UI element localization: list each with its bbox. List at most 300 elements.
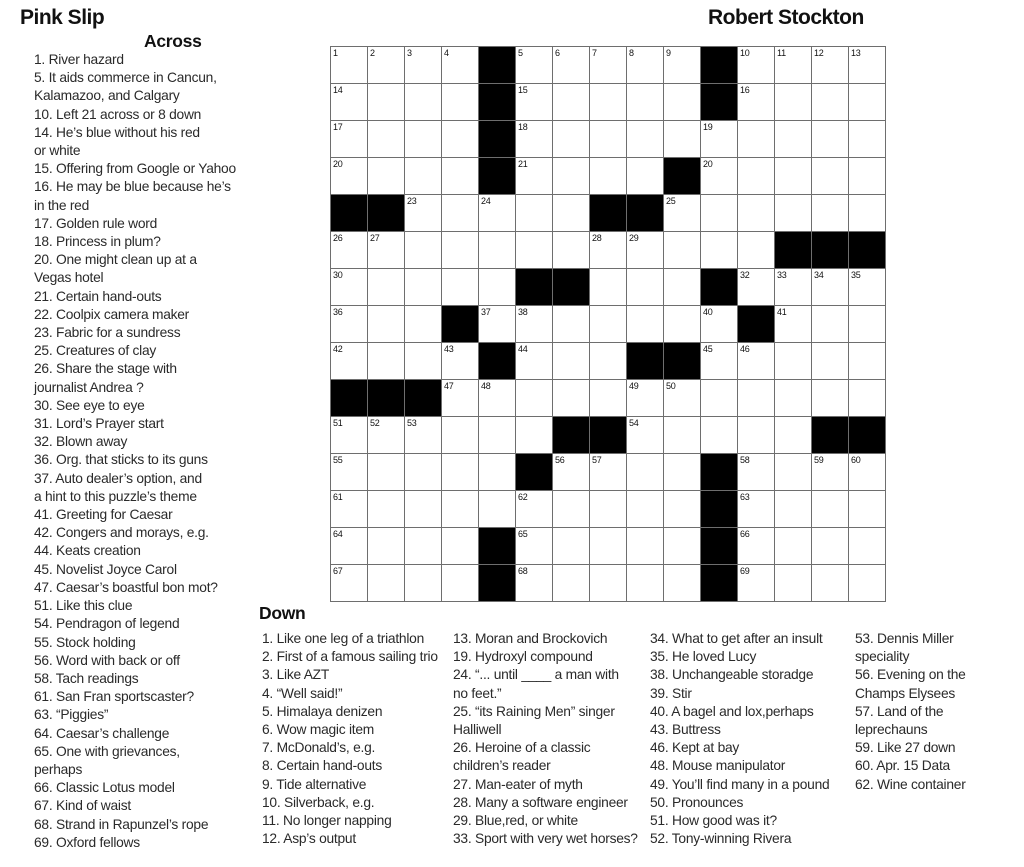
cell-number: 65	[518, 529, 528, 539]
grid-cell[interactable]	[590, 380, 626, 416]
cell-number: 7	[592, 48, 597, 58]
grid-cell[interactable]	[590, 343, 626, 379]
grid-cell[interactable]	[701, 306, 737, 342]
grid-cell[interactable]	[775, 47, 811, 83]
grid-cell[interactable]	[405, 306, 441, 342]
across-clue-line: 16. He may be blue because he’s	[34, 179, 231, 195]
grid-cell[interactable]	[405, 454, 441, 490]
puzzle-title: Pink Slip	[20, 6, 105, 29]
grid-cell[interactable]	[442, 195, 478, 231]
across-clue-line: 66. Classic Lotus model	[34, 780, 175, 796]
down-clue-line: 60. Apr. 15 Data	[855, 758, 950, 774]
across-clue-line: 65. One with grievances,	[34, 743, 180, 759]
grid-cell[interactable]	[405, 565, 441, 601]
grid-cell[interactable]	[775, 121, 811, 157]
grid-cell[interactable]	[738, 417, 774, 453]
down-clue-line: 28. Many a software engineer	[453, 794, 628, 810]
grid-cell[interactable]	[516, 195, 552, 231]
grid-cell[interactable]	[331, 491, 367, 527]
cell-number: 52	[370, 418, 380, 428]
grid-cell[interactable]	[405, 491, 441, 527]
grid-cell[interactable]	[627, 232, 663, 268]
cell-number: 61	[333, 492, 343, 502]
grid-cell[interactable]	[664, 417, 700, 453]
grid-cell[interactable]	[664, 121, 700, 157]
grid-cell[interactable]	[701, 380, 737, 416]
grid-cell[interactable]	[812, 121, 848, 157]
grid-cell[interactable]	[849, 528, 885, 564]
black-square	[701, 47, 737, 83]
black-square	[590, 195, 626, 231]
grid-cell[interactable]	[812, 454, 848, 490]
grid-cell[interactable]	[627, 565, 663, 601]
across-clue-line: 54. Pendragon of legend	[34, 616, 180, 632]
across-clue-line: journalist Andrea ?	[34, 379, 144, 395]
grid-cell[interactable]	[738, 491, 774, 527]
grid-cell[interactable]	[405, 121, 441, 157]
cell-number: 38	[518, 307, 528, 317]
across-clue-line: 21. Certain hand-outs	[34, 288, 162, 304]
grid-cell[interactable]	[849, 121, 885, 157]
grid-cell[interactable]	[442, 84, 478, 120]
grid-cell[interactable]	[775, 84, 811, 120]
grid-cell[interactable]	[442, 121, 478, 157]
across-clue-line: 26. Share the stage with	[34, 361, 177, 377]
grid-cell[interactable]	[405, 47, 441, 83]
grid-cell[interactable]	[738, 343, 774, 379]
grid-cell[interactable]	[627, 158, 663, 194]
grid-cell[interactable]	[627, 121, 663, 157]
grid-cell[interactable]	[405, 232, 441, 268]
grid-cell[interactable]	[775, 417, 811, 453]
black-square	[701, 269, 737, 305]
black-square	[701, 528, 737, 564]
grid-cell[interactable]	[479, 491, 515, 527]
grid-cell[interactable]	[590, 565, 626, 601]
grid-cell[interactable]	[442, 528, 478, 564]
grid-cell[interactable]	[775, 380, 811, 416]
grid-cell[interactable]	[849, 269, 885, 305]
down-clue-column-2	[453, 630, 638, 848]
grid-cell[interactable]	[516, 491, 552, 527]
grid-cell[interactable]	[516, 232, 552, 268]
down-clue-line: Halliwell	[453, 722, 502, 738]
grid-cell[interactable]	[368, 417, 404, 453]
puzzle-author: Robert Stockton	[708, 6, 864, 29]
grid-cell[interactable]	[590, 47, 626, 83]
grid-cell[interactable]	[664, 565, 700, 601]
grid-cell[interactable]	[405, 158, 441, 194]
grid-cell[interactable]	[590, 528, 626, 564]
black-square	[738, 306, 774, 342]
black-square	[479, 158, 515, 194]
grid-cell[interactable]	[553, 343, 589, 379]
grid-cell[interactable]	[442, 269, 478, 305]
cell-number: 10	[740, 48, 750, 58]
grid-cell[interactable]	[331, 269, 367, 305]
cell-number: 46	[740, 344, 750, 354]
grid-cell[interactable]	[516, 380, 552, 416]
grid-cell[interactable]	[849, 195, 885, 231]
grid-cell[interactable]	[849, 84, 885, 120]
grid-cell[interactable]	[479, 232, 515, 268]
grid-cell[interactable]	[331, 232, 367, 268]
cell-number: 64	[333, 529, 343, 539]
grid-cell[interactable]	[664, 491, 700, 527]
grid-cell[interactable]	[479, 306, 515, 342]
down-clue-line: speciality	[855, 649, 910, 665]
grid-cell[interactable]	[405, 84, 441, 120]
grid-cell[interactable]	[553, 380, 589, 416]
across-clue-line: 51. Like this clue	[34, 598, 133, 614]
grid-cell[interactable]	[331, 84, 367, 120]
grid-cell[interactable]	[368, 269, 404, 305]
grid-cell[interactable]	[627, 380, 663, 416]
grid-cell[interactable]	[775, 195, 811, 231]
grid-cell[interactable]	[590, 306, 626, 342]
grid-cell[interactable]	[812, 306, 848, 342]
across-clue-line: 10. Left 21 across or 8 down	[34, 106, 202, 122]
grid-cell[interactable]	[516, 417, 552, 453]
grid-cell[interactable]	[590, 454, 626, 490]
grid-cell[interactable]	[849, 158, 885, 194]
cell-number: 29	[629, 233, 639, 243]
grid-cell[interactable]	[442, 232, 478, 268]
cell-number: 24	[481, 196, 491, 206]
grid-cell[interactable]	[516, 158, 552, 194]
cell-number: 17	[333, 122, 343, 132]
black-square	[701, 565, 737, 601]
cell-number: 4	[444, 48, 449, 58]
across-clue-line: 22. Coolpix camera maker	[34, 306, 190, 322]
cell-number: 37	[481, 307, 491, 317]
down-clue-line: 25. “its Raining Men” singer	[453, 703, 615, 719]
grid-cell[interactable]	[442, 491, 478, 527]
grid-cell[interactable]	[849, 491, 885, 527]
down-clue-line: 51. How good was it?	[650, 813, 777, 829]
grid-cell[interactable]	[738, 528, 774, 564]
cell-number: 32	[740, 270, 750, 280]
grid-cell[interactable]	[664, 47, 700, 83]
down-clue-line: 34. What to get after an insult	[650, 631, 823, 646]
across-clue-line: 61. San Fran sportscaster?	[34, 689, 194, 705]
cell-number: 63	[740, 492, 750, 502]
across-clue-line: Kalamazoo, and Calgary	[34, 88, 180, 104]
grid-cell[interactable]	[368, 565, 404, 601]
grid-cell[interactable]	[553, 158, 589, 194]
grid-cell[interactable]	[331, 417, 367, 453]
grid-cell[interactable]	[405, 195, 441, 231]
cell-number: 47	[444, 381, 454, 391]
cell-number: 48	[481, 381, 491, 391]
grid-cell[interactable]	[664, 528, 700, 564]
grid-cell[interactable]	[479, 454, 515, 490]
grid-cell[interactable]	[368, 158, 404, 194]
grid-cell[interactable]	[590, 84, 626, 120]
cell-number: 13	[851, 48, 861, 58]
grid-cell[interactable]	[368, 84, 404, 120]
grid-cell[interactable]	[590, 158, 626, 194]
grid-cell[interactable]	[627, 306, 663, 342]
grid-cell[interactable]	[331, 528, 367, 564]
grid-cell[interactable]	[701, 158, 737, 194]
down-clue-line: 1. Like one leg of a triathlon	[262, 631, 425, 646]
grid-cell[interactable]	[442, 380, 478, 416]
grid-cell[interactable]	[516, 121, 552, 157]
across-clue-line: or white	[34, 143, 81, 159]
down-clue-column-3	[650, 630, 829, 848]
grid-cell[interactable]	[775, 454, 811, 490]
grid-cell[interactable]	[331, 158, 367, 194]
across-header: Across	[144, 31, 202, 51]
grid-cell[interactable]	[849, 454, 885, 490]
grid-cell[interactable]	[331, 306, 367, 342]
across-clue-line: 44. Keats creation	[34, 543, 141, 559]
grid-cell[interactable]	[812, 158, 848, 194]
grid-cell[interactable]	[553, 528, 589, 564]
grid-cell[interactable]	[442, 565, 478, 601]
cell-number: 20	[703, 159, 713, 169]
grid-cell[interactable]	[405, 417, 441, 453]
cell-number: 19	[703, 122, 713, 132]
grid-cell[interactable]	[664, 306, 700, 342]
grid-cell[interactable]	[812, 565, 848, 601]
black-square	[368, 380, 404, 416]
across-clue-line: 37. Auto dealer’s option, and	[34, 470, 202, 486]
grid-cell[interactable]	[405, 528, 441, 564]
grid-cell[interactable]	[775, 565, 811, 601]
grid-cell[interactable]	[590, 491, 626, 527]
cell-number: 12	[814, 48, 824, 58]
grid-cell[interactable]	[553, 47, 589, 83]
down-clue-line: 39. Stir	[650, 685, 692, 701]
across-clue-line: 67. Kind of waist	[34, 798, 131, 814]
grid-cell[interactable]	[738, 380, 774, 416]
down-clue-line: 53. Dennis Miller	[855, 631, 954, 646]
grid-cell[interactable]	[368, 306, 404, 342]
grid-cell[interactable]	[479, 195, 515, 231]
grid-cell[interactable]	[590, 121, 626, 157]
cell-number: 40	[703, 307, 713, 317]
cell-number: 44	[518, 344, 528, 354]
grid-cell[interactable]	[738, 84, 774, 120]
grid-cell[interactable]	[812, 47, 848, 83]
down-clue-line: 27. Man-eater of myth	[453, 776, 583, 792]
grid-cell[interactable]	[368, 121, 404, 157]
grid-cell[interactable]	[812, 528, 848, 564]
across-clue-line: 14. He’s blue without his red	[34, 124, 200, 140]
grid-cell[interactable]	[442, 158, 478, 194]
down-clue-line: leprechauns	[855, 722, 928, 738]
grid-cell[interactable]	[368, 232, 404, 268]
cell-number: 58	[740, 455, 750, 465]
grid-cell[interactable]	[516, 47, 552, 83]
grid-cell[interactable]	[442, 47, 478, 83]
grid-cell[interactable]	[442, 417, 478, 453]
grid-cell[interactable]	[738, 565, 774, 601]
grid-cell[interactable]	[479, 380, 515, 416]
across-clue-line: 25. Creatures of clay	[34, 343, 157, 359]
down-clue-line: no feet.”	[453, 685, 502, 701]
grid-cell[interactable]	[553, 306, 589, 342]
grid-cell[interactable]	[738, 232, 774, 268]
black-square	[479, 47, 515, 83]
grid-cell[interactable]	[331, 565, 367, 601]
grid-cell[interactable]	[738, 121, 774, 157]
grid-cell[interactable]	[775, 491, 811, 527]
across-clue-line: 15. Offering from Google or Yahoo	[34, 161, 236, 177]
down-clue-line: 7. McDonald’s, e.g.	[262, 740, 376, 756]
down-clue-line: 4. “Well said!”	[262, 685, 343, 701]
across-clue-line: in the red	[34, 197, 90, 213]
grid-cell[interactable]	[479, 417, 515, 453]
grid-cell[interactable]	[849, 565, 885, 601]
grid-cell[interactable]	[812, 195, 848, 231]
grid-cell[interactable]	[701, 121, 737, 157]
grid-cell[interactable]	[627, 454, 663, 490]
cell-number: 53	[407, 418, 417, 428]
grid-cell[interactable]	[553, 232, 589, 268]
grid-cell[interactable]	[812, 491, 848, 527]
grid-cell[interactable]	[812, 343, 848, 379]
cell-number: 68	[518, 566, 528, 576]
across-clue-line: 41. Greeting for Caesar	[34, 507, 173, 523]
grid-cell[interactable]	[738, 158, 774, 194]
grid-cell[interactable]	[516, 528, 552, 564]
across-clue-line: 68. Strand in Rapunzel’s rope	[34, 816, 209, 832]
grid-cell[interactable]	[553, 491, 589, 527]
grid-cell[interactable]	[627, 47, 663, 83]
grid-cell[interactable]	[812, 269, 848, 305]
grid-cell[interactable]	[590, 232, 626, 268]
down-clue-line: 38. Unchangeable storadge	[650, 667, 814, 683]
cell-number: 16	[740, 85, 750, 95]
down-clue-line: 62. Wine container	[855, 776, 966, 792]
grid-cell[interactable]	[812, 380, 848, 416]
grid-cell[interactable]	[331, 47, 367, 83]
grid-cell[interactable]	[701, 343, 737, 379]
down-clue-line: 5. Himalaya denizen	[262, 703, 383, 719]
grid-cell[interactable]	[516, 306, 552, 342]
cell-number: 51	[333, 418, 343, 428]
grid-cell[interactable]	[479, 269, 515, 305]
grid-cell[interactable]	[553, 84, 589, 120]
black-square	[331, 380, 367, 416]
grid-cell[interactable]	[516, 565, 552, 601]
grid-cell[interactable]	[553, 565, 589, 601]
down-clue-line: 35. He loved Lucy	[650, 649, 757, 665]
grid-cell[interactable]	[701, 417, 737, 453]
grid-cell[interactable]	[738, 47, 774, 83]
grid-cell[interactable]	[664, 195, 700, 231]
grid-cell[interactable]	[627, 269, 663, 305]
grid-cell[interactable]	[553, 454, 589, 490]
grid-cell[interactable]	[368, 343, 404, 379]
cell-number: 1	[333, 48, 338, 58]
grid-cell[interactable]	[775, 306, 811, 342]
grid-cell[interactable]	[516, 84, 552, 120]
cell-number: 60	[851, 455, 861, 465]
grid-cell[interactable]	[849, 343, 885, 379]
black-square	[442, 306, 478, 342]
grid-cell[interactable]	[738, 454, 774, 490]
grid-cell[interactable]	[738, 269, 774, 305]
grid-cell[interactable]	[405, 269, 441, 305]
grid-cell[interactable]	[627, 491, 663, 527]
cell-number: 18	[518, 122, 528, 132]
grid-cell[interactable]	[627, 528, 663, 564]
grid-cell[interactable]	[664, 84, 700, 120]
cell-number: 43	[444, 344, 454, 354]
black-square	[664, 343, 700, 379]
grid-cell[interactable]	[368, 528, 404, 564]
grid-cell[interactable]	[590, 269, 626, 305]
black-square	[664, 158, 700, 194]
grid-cell[interactable]	[553, 195, 589, 231]
black-square	[812, 417, 848, 453]
cell-number: 20	[333, 159, 343, 169]
grid-cell[interactable]	[701, 232, 737, 268]
cell-number: 33	[777, 270, 787, 280]
grid-cell[interactable]	[849, 306, 885, 342]
grid-cell[interactable]	[738, 195, 774, 231]
down-clue-line: 19. Hydroxyl compound	[453, 649, 593, 665]
grid-cell[interactable]	[368, 454, 404, 490]
across-clue-line: 18. Princess in plum?	[34, 234, 161, 250]
black-square	[479, 84, 515, 120]
grid-cell[interactable]	[627, 417, 663, 453]
grid-cell[interactable]	[849, 380, 885, 416]
grid-cell[interactable]	[775, 269, 811, 305]
grid-cell[interactable]	[368, 47, 404, 83]
grid-cell[interactable]	[516, 343, 552, 379]
cell-number: 49	[629, 381, 639, 391]
across-clue-line: 5. It aids commerce in Cancun,	[34, 70, 217, 86]
black-square	[627, 343, 663, 379]
grid-cell[interactable]	[442, 454, 478, 490]
grid-cell[interactable]	[331, 454, 367, 490]
down-clue-line: 9. Tide alternative	[262, 776, 367, 792]
grid-cell[interactable]	[331, 121, 367, 157]
across-clue-line: 23. Fabric for a sundress	[34, 325, 181, 341]
grid-cell[interactable]	[664, 269, 700, 305]
grid-cell[interactable]	[775, 343, 811, 379]
grid-cell[interactable]	[664, 232, 700, 268]
black-square	[479, 121, 515, 157]
across-clue-line: 1. River hazard	[34, 52, 124, 67]
grid-cell[interactable]	[368, 491, 404, 527]
black-square	[701, 84, 737, 120]
grid-cell[interactable]	[849, 47, 885, 83]
grid-cell[interactable]	[442, 343, 478, 379]
down-clue-line: 26. Heroine of a classic	[453, 740, 591, 756]
grid-cell[interactable]	[664, 380, 700, 416]
grid-cell[interactable]	[701, 195, 737, 231]
grid-cell[interactable]	[812, 84, 848, 120]
grid-cell[interactable]	[664, 454, 700, 490]
grid-cell[interactable]	[405, 343, 441, 379]
grid-cell[interactable]	[331, 343, 367, 379]
grid-cell[interactable]	[627, 84, 663, 120]
black-square	[590, 417, 626, 453]
grid-cell[interactable]	[775, 528, 811, 564]
cell-number: 41	[777, 307, 787, 317]
grid-cell[interactable]	[775, 158, 811, 194]
grid-cell[interactable]	[553, 121, 589, 157]
down-clue-line: 12. Asp’s output	[262, 831, 356, 847]
cell-number: 6	[555, 48, 560, 58]
across-clue-line: 42. Congers and morays, e.g.	[34, 525, 209, 541]
